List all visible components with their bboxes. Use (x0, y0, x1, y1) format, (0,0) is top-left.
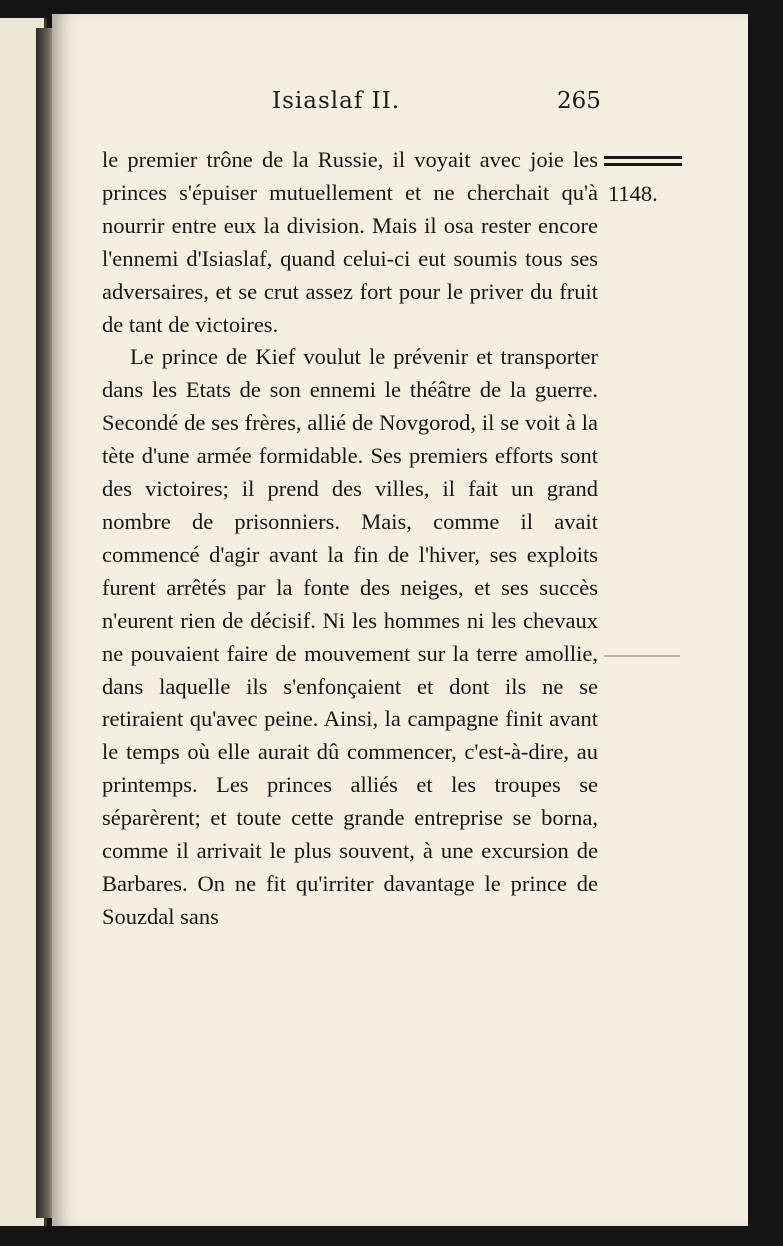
margin-year-note: 1148. (608, 181, 658, 206)
paragraph-1: le premier trône de la Russie, il voyait avec joie les princes s'épuiser mutuellement et ne cherchait qu'à nourrir entre eux la division. Mais il osa rester encore l'ennemi d'Isiaslaf, quand celui-ci eut soumis tous ses adversaires, et se crut assez fort pour le priver du fruit de tant de victoires. (102, 147, 598, 337)
paragraph-2: Le prince de Kief voulut le prévenir et transporter dans les Etats de son ennemi le théâtre de la guerre. Secondé de ses frères, allié de Novgorod, il se voit à la tète d'une armée formidable. Ses premiers efforts sont des victoires; il prend des villes, il fait un grand nombre de prisonniers. Mais, comme il avait commencé d'agir avant la fin de l'hiver, ses exploits furent arrêtés par la fonte des neiges, et ses succès n'eurent rien de décisif. Ni les hommes ni les chevaux ne pouvaient faire de mouvement sur la terre amollie, dans laquelle ils s'enfonçaient et dont ils ne se retiraient qu'avec peine. Ainsi, la campagne finit avant le temps où elle aurait dû commencer, c'est-à-dire, au printemps. Les princes alliés et les troupes se séparèrent; et toute cette grande entreprise se borna, comme il arrivait le plus souvent, à une excursion de Barbares. On ne fit qu'irriter davantage le prince de Souzdal sans (102, 344, 598, 929)
margin-rule-faint (604, 655, 680, 657)
page-number: 265 (557, 88, 601, 114)
running-head: Isiaslaf II. (272, 88, 401, 114)
body-text (102, 144, 598, 934)
margin-rule-top (604, 156, 682, 159)
margin-rule-top-2 (604, 163, 682, 166)
